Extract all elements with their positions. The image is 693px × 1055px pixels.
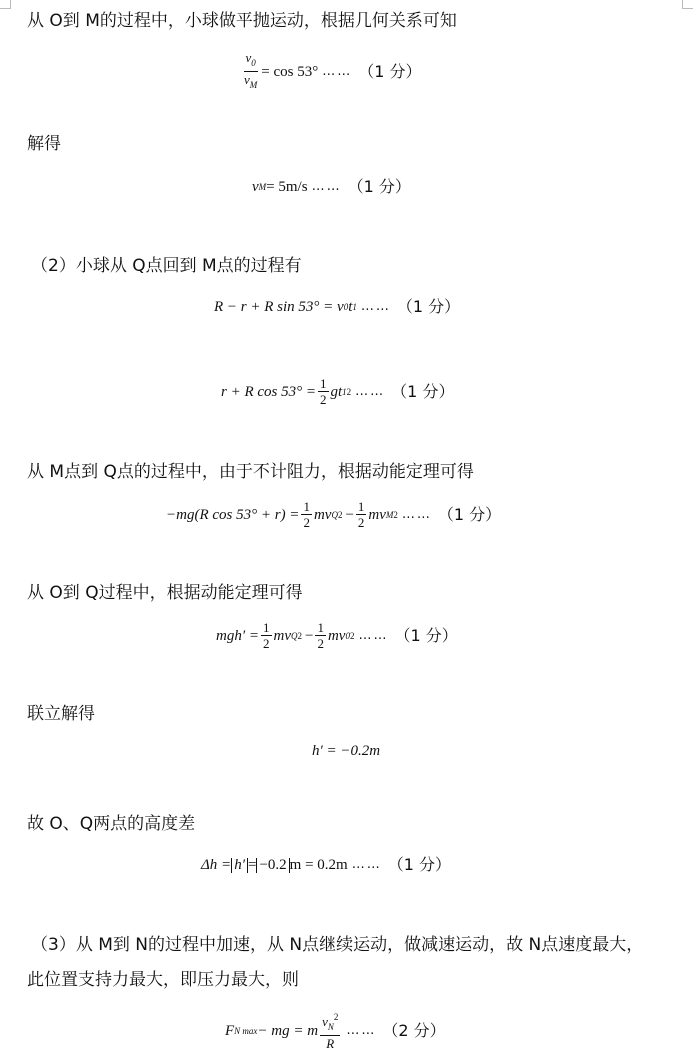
score-label: （1 分） [387, 855, 451, 874]
paragraph-m-to-q: 从 M点到 Q点的过程中，由于不计阻力，根据动能定理可得 [27, 462, 474, 482]
equation-max-normal-force: F N max − mg = m $\frac{v_N^2}{R}$ …… （2 分） [225, 1012, 446, 1051]
page-corner-mark-right [682, 0, 693, 9]
paragraph-height-difference: 故 O、Q两点的高度差 [27, 814, 196, 834]
score-label: （1 分） [396, 297, 461, 316]
page-corner-mark-left [0, 0, 11, 9]
score-label: （1 分） [358, 61, 422, 81]
score-label: （1 分） [437, 504, 502, 524]
fraction-one-half: $\frac{1}{2}$ [263, 620, 270, 651]
fraction-one-half: $\frac{1}{2}$ [357, 499, 365, 530]
fraction-one-half: $\frac{1}{2}$ [320, 376, 327, 407]
paragraph-o-to-q: 从 O到 Q过程中，根据动能定理可得 [27, 583, 303, 603]
paragraph-part-2: （2）小球从 Q点回到 M点的过程有 [31, 256, 302, 276]
fraction-v0-over-vm: $\frac{v_0}{v_M}$ [244, 50, 258, 90]
equation-velocity-ratio: $\frac{v_0}{v_M}$ = cos 53° …… （1 分） [240, 50, 422, 93]
equation-energy-m-to-q: −mg(R cos 53° + r) = $\frac{1}{2}$ mv Q 2 − $\frac{1}{2}$ mv M 2 …… （1 分） [166, 499, 502, 530]
equation-vertical-distance: r + R cos 53° = $\frac{1}{2}$ gt 1 2 …… （1 分） [221, 376, 455, 407]
equation-energy-o-to-q: mgh′ = $\frac{1}{2}$ mv Q 2 − $\frac{1}{2}$ mv 0 2 …… （1 分） [216, 620, 458, 651]
score-label: （1 分） [347, 177, 411, 196]
paragraph-solve: 解得 [27, 134, 61, 154]
paragraph-max-support: 此位置支持力最大，即压力最大，则 [27, 970, 299, 990]
fraction-one-half: $\frac{1}{2}$ [317, 620, 324, 651]
fraction-vn2-over-r: $\frac{v_N^2}{R}$ [322, 1012, 339, 1051]
equation-delta-h: Δh = h′ = −0.2 m = 0.2m …… （1 分） [201, 855, 451, 874]
paragraph-combined-solve: 联立解得 [27, 704, 95, 724]
equation-horizontal-distance: R − r + R sin 53° = v 0 t 1 …… （1 分） [214, 297, 461, 316]
equation-vm-value: v M = 5m/s …… （1 分） [252, 177, 411, 196]
score-label: （1 分） [391, 381, 455, 401]
fraction-one-half: $\frac{1}{2}$ [303, 499, 310, 530]
paragraph-o-to-m: 从 O到 M的过程中，小球做平抛运动，根据几何关系可知 [27, 11, 457, 31]
paragraph-part-3: （3）从 M到 N的过程中加速，从 N点继续运动，做减速运动，故 N点速度最大， [31, 935, 644, 955]
score-label: （2 分） [382, 1020, 446, 1040]
score-label: （1 分） [394, 625, 458, 645]
equation-h-prime: h′ = −0.2m [312, 743, 381, 759]
